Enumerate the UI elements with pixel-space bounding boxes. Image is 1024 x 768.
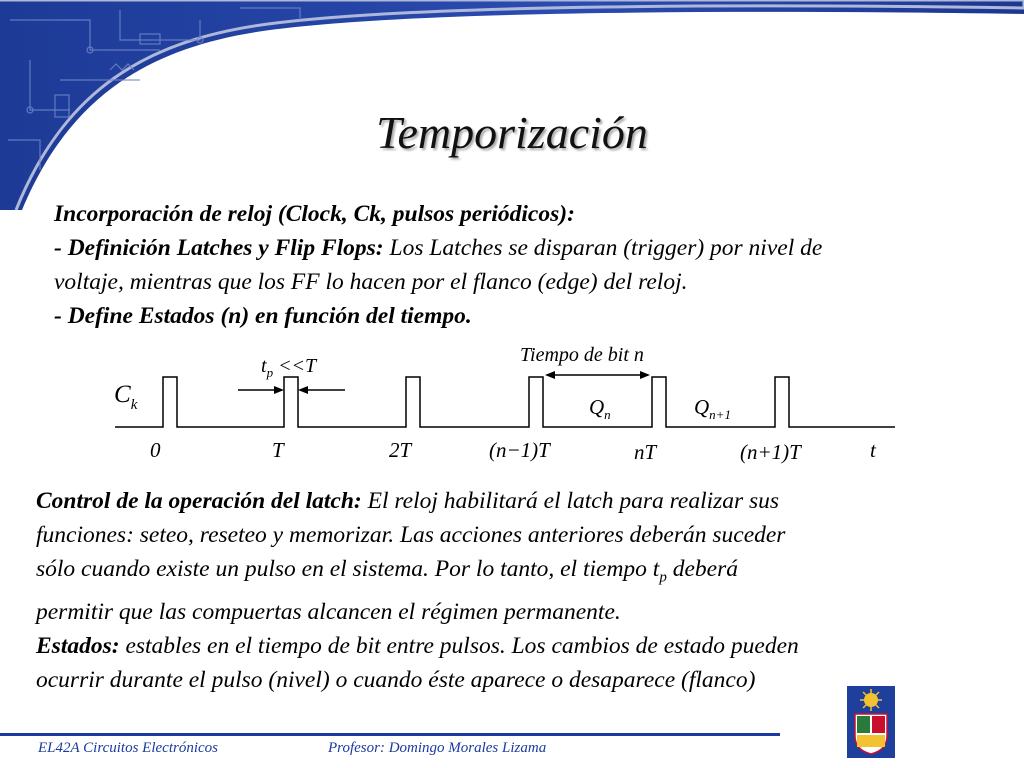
state-qn1-label: $Q_{n+1}$ (694, 395, 731, 422)
control-line-2: funciones: seteo, reseteo y memorizar. Las acciones anteriores deberán suceder (36, 522, 786, 548)
footer-divider (0, 733, 780, 736)
tick-label-t: t (870, 438, 876, 462)
state-qn-label: $Q_n$ (589, 395, 611, 422)
control-line-1: El reloj habilitará el latch para realizar sus (361, 488, 780, 514)
control-line-3b: deberá (666, 556, 738, 582)
intro-block (54, 197, 822, 333)
clock-waveform-diagram (0, 330, 1024, 470)
intro-heading: Incorporación de reloj (Clock, Ck, pulsos periódicos): (54, 201, 575, 227)
footer-course: EL42A Circuitos Electrónicos (38, 740, 218, 756)
university-crest-logo (847, 686, 895, 758)
bit-time-arrowhead-right (640, 371, 650, 379)
tp-arrowhead-right (298, 386, 308, 394)
tp-arrowhead-left (274, 386, 284, 394)
control-line-3-sub: p (659, 569, 667, 586)
tick-label-T: T (272, 438, 284, 462)
clock-label: $C_k$ (114, 381, 138, 413)
tick-label-0: 0 (150, 438, 161, 462)
control-line-3a: sólo cuando existe un pulso en el sistema. Por lo tanto, el tiempo t (36, 556, 660, 582)
tick-label-2T: 2T (389, 438, 412, 462)
definition-text-1: Los Latches se disparan (trigger) por nivel de (383, 235, 823, 261)
tick-label-n-plus-1-T: (n+1)T (740, 440, 801, 464)
tick-label-n-minus-1-T: (n−1)T (489, 438, 550, 462)
control-block (36, 484, 799, 697)
footer-professor: Profesor: Domingo Morales Lizama (328, 740, 547, 756)
states-line-1: estables en el tiempo de bit entre pulsos. Los cambios de estado pueden (119, 632, 799, 659)
slide-title: Temporización (376, 107, 648, 158)
states-line: - Define Estados (n) en función del tiempo. (54, 303, 472, 329)
tick-label-nT: nT (634, 440, 657, 464)
states-line-2: ocurrir durante el pulso (nivel) o cuando éste aparece o desaparece (flanco) (36, 666, 756, 693)
control-line-4: permitir que las compuertas alcancen el régimen permanente. (36, 598, 621, 625)
control-label: Control de la operación del latch: (36, 488, 362, 514)
bit-time-label: Tiempo de bit n (520, 344, 644, 366)
header-circuit-art (0, 0, 1024, 210)
tp-label: $t_p <<T$ (261, 355, 317, 380)
bit-time-arrowhead-left (545, 371, 555, 379)
clock-waveform (115, 377, 895, 427)
definition-label: - Definición Latches y Flip Flops: (54, 235, 384, 261)
definition-text-2: voltaje, mientras que los FF lo hacen por el flanco (edge) del reloj. (54, 269, 688, 295)
states-label: Estados: (36, 632, 120, 659)
